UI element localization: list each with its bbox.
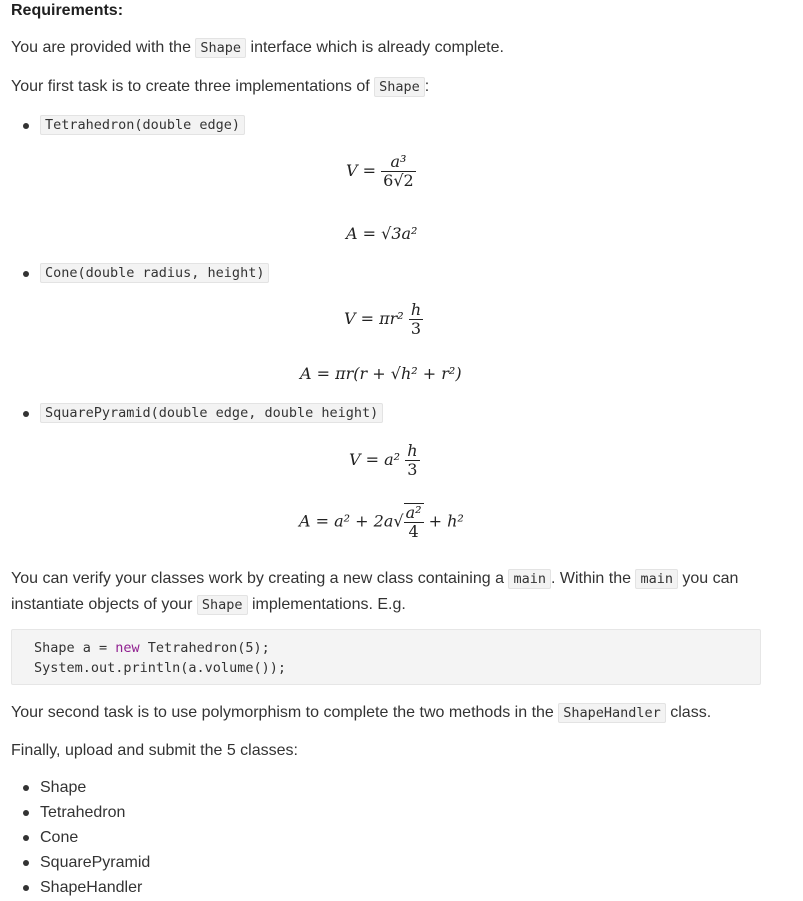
numerator: a³ xyxy=(381,153,416,172)
tetrahedron-signature xyxy=(40,116,245,134)
fraction xyxy=(404,503,424,541)
second-task-text: class. xyxy=(665,704,712,721)
cone-area-formula: A = πr(r + √h² + r²) xyxy=(300,364,462,383)
class-list-item: ShapeHandler xyxy=(40,879,143,896)
verify-line-1 xyxy=(11,566,738,592)
numerator: h xyxy=(407,441,418,460)
intro-text-1: You are provided with the xyxy=(11,39,196,56)
bullet-dot xyxy=(23,810,29,816)
squarepyramid-volume-formula xyxy=(349,442,420,479)
cone-signature xyxy=(40,264,269,282)
code-example-block xyxy=(11,629,761,685)
verify-text: implementations. E.g. xyxy=(247,596,406,613)
shape-code: Shape xyxy=(195,38,246,58)
bullet-dot xyxy=(23,835,29,841)
verify-text: . Within the xyxy=(550,570,636,587)
fraction xyxy=(381,153,416,190)
numerator: a² xyxy=(405,503,422,522)
tetrahedron-area-formula: A = √3a² xyxy=(346,224,418,243)
formula-rhs: + h² xyxy=(428,511,464,531)
verify-text: you can xyxy=(677,570,739,587)
denominator: 6√2 xyxy=(383,171,414,190)
fraction xyxy=(409,301,423,338)
second-task-paragraph xyxy=(11,703,711,723)
first-task-text: Your first task is to create three implementations of xyxy=(11,78,375,95)
squarepyramid-signature xyxy=(40,404,383,422)
main-code: main xyxy=(635,569,678,589)
shape-code: Shape xyxy=(197,595,248,615)
main-code: main xyxy=(508,569,551,589)
keyword-token: new xyxy=(115,640,140,656)
denominator: 3 xyxy=(410,319,422,338)
bullet-dot xyxy=(23,271,29,277)
bullet-dot xyxy=(23,411,29,417)
class-list-item: SquarePyramid xyxy=(40,854,151,871)
code-token: Tetrahedron(5); xyxy=(139,640,270,656)
denominator: 3 xyxy=(407,460,418,479)
squarepyramid-area-formula xyxy=(299,503,464,541)
squarepyramid-signature-code: SquarePyramid(double edge, double height) xyxy=(40,403,383,423)
class-list-item: Tetrahedron xyxy=(40,804,126,821)
second-task-text: Your second task is to use polymorphism to complete the two methods in the xyxy=(11,704,559,721)
bullet-dot xyxy=(23,785,29,791)
cone-volume-formula xyxy=(344,301,423,338)
formula-lhs: V = a² xyxy=(349,450,401,469)
formula-lhs: A = a² + 2a√ xyxy=(299,511,404,531)
cone-signature-code: Cone(double radius, height) xyxy=(40,263,269,283)
verify-text: You can verify your classes work by creating a new class containing a xyxy=(11,570,509,587)
code-line-2: System.out.println(a.volume()); xyxy=(34,660,286,676)
bullet-dot xyxy=(23,885,29,891)
fraction xyxy=(405,442,419,479)
class-list-item: Cone xyxy=(40,829,79,846)
bullet-dot xyxy=(23,860,29,866)
class-list-item: Shape xyxy=(40,779,87,796)
code-line-1 xyxy=(12,630,760,658)
finally-paragraph: Finally, upload and submit the 5 classes: xyxy=(11,742,298,759)
denominator: 4 xyxy=(408,522,419,541)
intro-paragraph xyxy=(11,38,504,58)
verify-paragraph xyxy=(11,566,738,618)
first-task-paragraph xyxy=(11,77,429,97)
requirements-heading: Requirements: xyxy=(11,2,124,19)
intro-text-2: interface which is already complete. xyxy=(246,39,504,56)
verify-line-2 xyxy=(11,592,738,618)
formula-lhs: V = xyxy=(346,161,377,180)
shapehandler-code: ShapeHandler xyxy=(558,703,666,723)
shape-code: Shape xyxy=(374,77,425,97)
verify-text: instantiate objects of your xyxy=(11,596,197,613)
tetrahedron-signature-code: Tetrahedron(double edge) xyxy=(40,115,245,135)
bullet-dot xyxy=(23,123,29,129)
code-token: Shape a = xyxy=(34,640,116,656)
first-task-colon: : xyxy=(424,78,430,95)
tetrahedron-volume-formula xyxy=(346,153,416,190)
formula-lhs: V = πr² xyxy=(344,309,404,328)
numerator: h xyxy=(410,300,422,319)
